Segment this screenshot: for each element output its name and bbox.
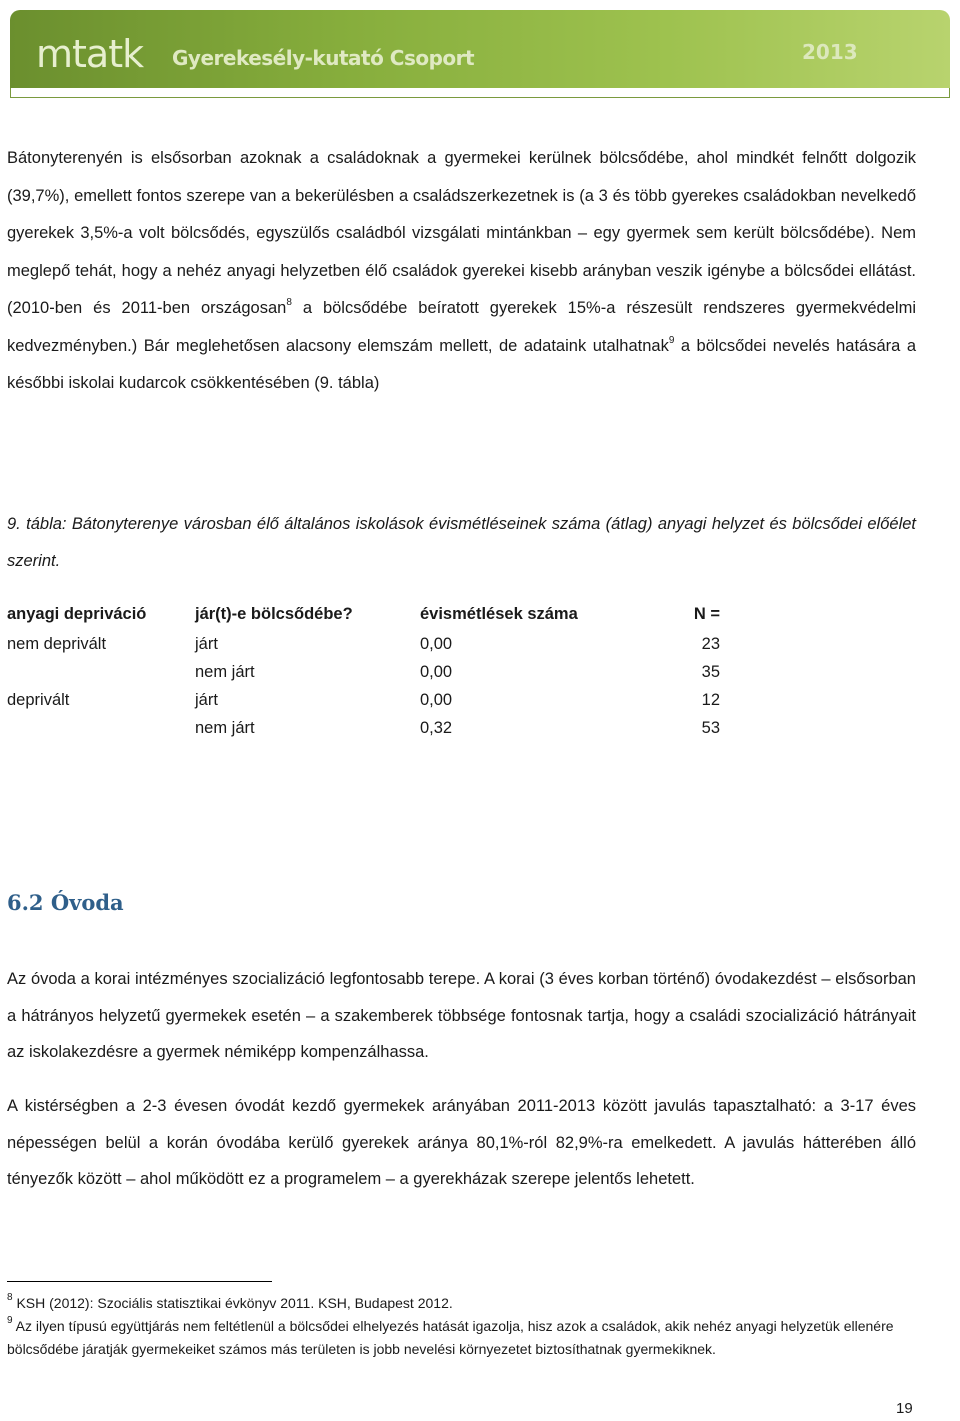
intro-text-3: a bölcsődei nevelés hatására a későbbi iskolai kudarcok csökkentésében (9. tábla): [7, 336, 916, 392]
section-paragraph-2: A kistérségben a 2-3 évesen óvodát kezdő gyermekek arányában 2011-2013 között javulás tapasztalható: a 3-17 éves népességen belül a korán óvodába kerülő gyerekek aránya 80,1%-ról 82,9%-ra emelkedett. A javulás hátterében álló tényezők között – ahol működött ez a programelem – a gyerekházak szerepe jelentős lehetett.: [7, 1097, 916, 1188]
table-cell: 0,00: [420, 634, 453, 653]
table-cell: deprivált: [7, 690, 70, 709]
table-cell: nem járt: [195, 662, 255, 681]
footnote-number: 8: [7, 1292, 13, 1303]
table-cell: nem deprivált: [7, 634, 107, 653]
footnote-text: KSH (2012): Szociális statisztikai évkönyv 2011. KSH, Budapest 2012.: [12, 1295, 453, 1311]
header-banner: [10, 10, 950, 88]
footnote-number: 9: [7, 1315, 13, 1326]
table-cell: [7, 658, 195, 686]
table-cell: 0,00: [420, 690, 453, 709]
table-cell: járt: [195, 634, 218, 653]
footnotes: [7, 1292, 907, 1361]
table-cell: 12: [701, 690, 720, 709]
table-row: [7, 658, 720, 686]
table-cell: nem járt: [195, 718, 255, 737]
footnote-8: [7, 1292, 907, 1315]
table-cell: 23: [701, 634, 720, 653]
col-header-repeats: évismétlések száma: [420, 604, 578, 623]
intro-text-1: Bátonyterenyén is elsősorban azoknak a családoknak a gyermekei kerülnek bölcsődébe, ahol mindkét felnőtt dolgozik (39,7%), emellett fontos szerepe van a bekerülésben a családszerkezetnek is (a 3 és több gyerekes családokban nevelkedő gyerekek 3,5%-a volt bölcsődés, egyszülős családból vizsgálati mintánkban – egy gyermek sem került bölcsődébe). Nem meglepő tehát, hogy a nehéz anyagi helyzetben élő családok gyerekei kisebb arányban veszik igénybe a bölcsődei ellátást. (2010-ben és 2011-ben országosan: [7, 149, 916, 317]
header-frame: [10, 88, 950, 98]
table-cell: 53: [701, 718, 720, 737]
intro-paragraph: [7, 140, 916, 403]
footnote-divider: [7, 1281, 272, 1282]
section-heading: 6.2 Óvoda: [7, 890, 124, 915]
footnote-ref-9[interactable]: 9: [668, 334, 675, 346]
intro-text-2: a bölcsődébe beíratott gyerekek 15%-a részesült rendszeres gyermekvédelmi kedvezményben.) Bár meglehetősen alacsony elemszám mellett, de adataink utalhatnak: [7, 299, 916, 355]
table-cell: [7, 714, 195, 742]
table-cell: járt: [195, 690, 218, 709]
table-header-row: [7, 598, 720, 630]
footnote-text: Az ilyen típusú együttjárás nem feltétlenül a bölcsődei elhelyezés hatását igazolja, hisz azok a családok, akik nehéz anyagi helyzetük ellenére bölcsődébe járatják gyermekeiket számos más területen is jobb nevelési környezetet biztosíthatnak gyermekiknek.: [7, 1318, 894, 1357]
table-caption: 9. tábla: Bátonyterenye városban élő általános iskolások évismétléseinek száma (átlag) anyagi helyzet és bölcsődei előélet szerint.: [7, 515, 916, 570]
table-cell: 0,00: [420, 662, 453, 681]
col-header-n: N =: [693, 604, 720, 623]
col-header-deprivation: anyagi depriváció: [7, 604, 147, 623]
col-header-nursery: jár(t)-e bölcsődébe?: [195, 604, 353, 623]
page-number: 19: [896, 1400, 913, 1417]
table-row: [7, 686, 720, 714]
table-cell: 0,32: [420, 718, 453, 737]
group-name: Gyerekesély-kutató Csoport: [172, 46, 475, 70]
footnote-ref-8[interactable]: 8: [286, 297, 292, 308]
mtatk-logo: mtatk: [36, 32, 144, 76]
footnote-9: [7, 1315, 907, 1361]
table-row: [7, 630, 720, 658]
header-year: 2013: [802, 40, 858, 64]
section-paragraph-1: Az óvoda a korai intézményes szocializáció legfontosabb terepe. A korai (3 éves korban történő) óvodakezdést – elsősorban a hátrányos helyzetű gyermekek esetén – a szakemberek többsége fontosnak tartja, hogy a családi szocializáció hátrányait az iskolakezdésre a gyermek némiképp kompenzálhassa.: [7, 970, 916, 1061]
data-table: [7, 598, 720, 742]
table-cell: 35: [701, 662, 720, 681]
table-row: [7, 714, 720, 742]
